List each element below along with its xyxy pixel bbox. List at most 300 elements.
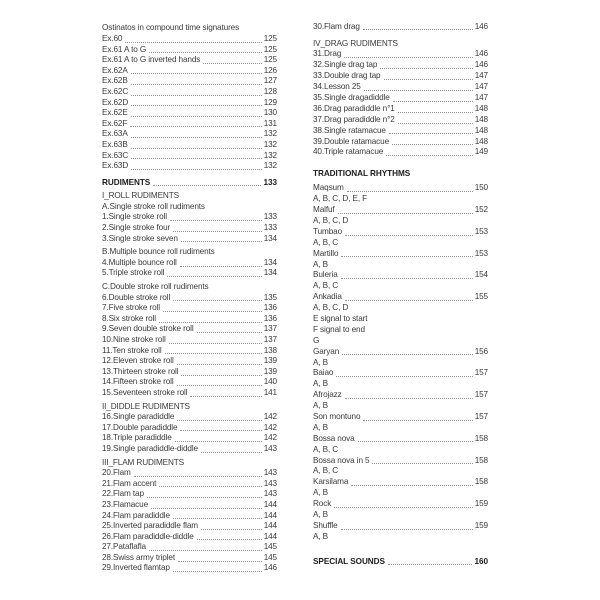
- toc-text-line: [313, 379, 488, 390]
- dot-leader: [130, 126, 261, 127]
- toc-label: 21.Flam accent: [102, 478, 157, 488]
- dot-leader: [131, 148, 262, 149]
- toc-label: 1.Single stroke roll: [102, 212, 167, 222]
- dot-leader: [173, 571, 262, 572]
- toc-label: IV_DRAG RUDIMENTS: [313, 38, 398, 48]
- dot-leader: [177, 385, 262, 386]
- toc-label: 16.Single paradiddle: [102, 412, 175, 422]
- toc-entry: [313, 147, 488, 158]
- toc-entry: [102, 324, 277, 335]
- page-number: 128: [263, 86, 277, 96]
- dot-leader: [384, 79, 473, 80]
- toc-label: I_ROLL RUDIMENTS: [102, 191, 179, 201]
- toc-text-line: [102, 191, 277, 202]
- toc-entry: [313, 291, 488, 302]
- toc-entry: [102, 129, 277, 140]
- toc-text-line: [313, 488, 488, 499]
- dot-leader: [167, 276, 261, 277]
- toc-entry: [102, 422, 277, 433]
- toc-text-line: [102, 202, 277, 213]
- toc-text-line: [313, 281, 488, 292]
- toc-section-title: [102, 177, 277, 188]
- dot-leader: [177, 364, 262, 365]
- toc-label: 13.Thirteen stroke roll: [102, 366, 179, 376]
- dot-leader: [341, 256, 472, 257]
- dot-leader: [338, 213, 473, 214]
- page-number: 144: [263, 499, 277, 509]
- toc-text-line: [313, 531, 488, 542]
- dot-leader: [173, 300, 262, 301]
- dot-leader: [131, 158, 262, 159]
- dot-leader: [131, 169, 262, 170]
- dot-leader: [345, 235, 473, 236]
- page-number: 154: [474, 270, 488, 280]
- toc-label: Ex.62F: [102, 118, 128, 128]
- toc-label: 32.Single drag tap: [313, 60, 378, 70]
- page-number: 146: [474, 60, 488, 70]
- page-number: 144: [263, 510, 277, 520]
- dot-leader: [125, 42, 261, 43]
- page-number: 134: [263, 257, 277, 267]
- dot-leader: [131, 137, 262, 138]
- toc-label: Karsilama: [313, 477, 349, 487]
- page-number: 135: [263, 292, 277, 302]
- toc-label: 18.Triple paradiddle: [102, 433, 172, 443]
- dot-leader: [180, 430, 261, 431]
- page-number: 155: [474, 292, 488, 302]
- dot-leader: [165, 353, 262, 354]
- page-number: 137: [263, 335, 277, 345]
- page-number: 134: [263, 233, 277, 243]
- toc-entry: [313, 103, 488, 114]
- page-number: 132: [263, 139, 277, 149]
- toc-label: TRADITIONAL RHYTHMS: [313, 169, 411, 179]
- page-number: 150: [474, 183, 488, 193]
- toc-entry: [102, 500, 277, 511]
- page-number: 143: [263, 468, 277, 478]
- dot-leader: [134, 476, 262, 477]
- page-number: 146: [474, 21, 488, 31]
- page-number: 137: [263, 324, 277, 334]
- page-number: 146: [474, 49, 488, 59]
- dot-leader: [159, 322, 262, 323]
- page-number: 147: [474, 82, 488, 92]
- dot-leader: [341, 529, 473, 530]
- toc-label: A, B: [313, 379, 328, 389]
- toc-text-line: [102, 401, 277, 412]
- page-number: 130: [263, 108, 277, 118]
- page-number: 158: [474, 455, 488, 465]
- toc-entry: [313, 346, 488, 357]
- toc-entry: [102, 118, 277, 129]
- page-number: 142: [263, 422, 277, 432]
- toc-text-line: [102, 457, 277, 468]
- dot-leader: [151, 508, 262, 509]
- dot-leader: [389, 133, 473, 134]
- toc-entry: [313, 433, 488, 444]
- page-number: 142: [263, 412, 277, 422]
- toc-entry: [102, 521, 277, 532]
- dot-leader: [201, 452, 262, 453]
- toc-label: II_DIDDLE RUDIMENTS: [102, 401, 190, 411]
- page-number: 152: [474, 205, 488, 215]
- toc-label: Ex.62E: [102, 108, 128, 118]
- toc-label: 19.Single paradiddle-diddle: [102, 443, 198, 453]
- toc-entry: [102, 65, 277, 76]
- toc-entry: [102, 510, 277, 521]
- page-number: 141: [263, 387, 277, 397]
- toc-label: Ex.62B: [102, 76, 128, 86]
- dot-leader: [190, 396, 261, 397]
- page-number: 146: [263, 563, 277, 573]
- toc-label: Bossa nova: [313, 433, 355, 443]
- toc-entry: [102, 97, 277, 108]
- toc-label: Ex.61 A to G inverted hands: [102, 55, 201, 65]
- dot-leader: [342, 354, 473, 355]
- toc-label: Shuffle: [313, 520, 338, 530]
- toc-label: A, B: [313, 488, 328, 498]
- toc-entry: [102, 108, 277, 119]
- toc-label: 6.Double stroke roll: [102, 292, 171, 302]
- toc-label: 11.Ten stroke roll: [102, 345, 162, 355]
- toc-entry: [102, 292, 277, 303]
- toc-label: 8.Six stroke roll: [102, 313, 156, 323]
- page-number: 153: [474, 226, 488, 236]
- toc-label: Baiao: [313, 368, 334, 378]
- page-number: 132: [263, 161, 277, 171]
- dot-leader: [380, 68, 472, 69]
- dot-leader: [163, 311, 262, 312]
- toc-label: Ex.61 A to G: [102, 44, 147, 54]
- toc-entry: [313, 60, 488, 71]
- toc-label: SPECIAL SOUNDS: [313, 556, 385, 566]
- dot-leader: [131, 73, 262, 74]
- toc-entry: [102, 531, 277, 542]
- toc-label: 39.Double ratamacue: [313, 136, 390, 146]
- toc-entry: [313, 411, 488, 422]
- dot-leader: [363, 29, 473, 30]
- toc-label: A.Single stroke roll rudiments: [102, 201, 205, 211]
- toc-entry: [102, 76, 277, 87]
- toc-label: G: [313, 335, 320, 345]
- page-number: 139: [263, 356, 277, 366]
- toc-entry: [102, 478, 277, 489]
- toc-label: A, B, C: [313, 237, 339, 247]
- toc-label: 31.Drag: [313, 49, 342, 59]
- page-number: 133: [263, 212, 277, 222]
- toc-text-line: [313, 466, 488, 477]
- toc-entry: [102, 223, 277, 234]
- toc-label: 12.Eleven stroke roll: [102, 356, 174, 366]
- dot-leader: [372, 463, 472, 464]
- dot-leader: [177, 420, 261, 421]
- dot-leader: [169, 343, 262, 344]
- page-number: 139: [263, 366, 277, 376]
- dot-leader: [159, 486, 261, 487]
- toc-entry: [102, 468, 277, 479]
- dot-leader: [347, 191, 473, 192]
- toc-label: 28.Swiss army triplet: [102, 552, 176, 562]
- page-number: 158: [474, 433, 488, 443]
- toc-entry: [313, 92, 488, 103]
- toc-entry: [102, 34, 277, 45]
- toc-label: 24.Flam paradiddle: [102, 510, 170, 520]
- page-number: 125: [263, 44, 277, 54]
- toc-entry: [102, 489, 277, 500]
- dot-leader: [351, 485, 472, 486]
- toc-label: Ex.62A: [102, 65, 128, 75]
- page-number: 149: [474, 147, 488, 157]
- toc-entry: [313, 368, 488, 379]
- dot-leader: [173, 518, 262, 519]
- dot-leader: [175, 441, 262, 442]
- toc-text-line: [313, 400, 488, 411]
- toc-label: F signal to end: [313, 324, 365, 334]
- page-number: 133: [263, 177, 277, 187]
- toc-entry: [102, 233, 277, 244]
- toc-label: Ex.63C: [102, 150, 129, 160]
- toc-entry: [102, 161, 277, 172]
- dot-leader: [181, 375, 261, 376]
- toc-text-line: [313, 215, 488, 226]
- toc-text-line: [313, 237, 488, 248]
- toc-entry: [102, 553, 277, 564]
- toc-label: E signal to start: [313, 313, 368, 323]
- toc-text-line: [313, 38, 488, 49]
- toc-label: Rock: [313, 499, 332, 509]
- toc-section-title: [313, 169, 488, 180]
- toc-label: 36.Drag paradiddle n°1: [313, 103, 395, 113]
- toc-label: 9.Seven double stroke roll: [102, 324, 194, 334]
- toc-entry: [102, 87, 277, 98]
- page-number: 156: [474, 346, 488, 356]
- toc-label: A, B: [313, 259, 328, 269]
- dot-leader: [181, 241, 262, 242]
- toc-label: 5.Triple stroke roll: [102, 268, 165, 278]
- toc-entry: [313, 81, 488, 92]
- toc-entry: [313, 136, 488, 147]
- dot-leader: [131, 95, 262, 96]
- toc-entry: [102, 55, 277, 66]
- toc-text-line: [102, 23, 277, 34]
- toc-label: B.Multiple bounce roll rudiments: [102, 247, 215, 257]
- toc-entry: [102, 542, 277, 553]
- toc-entry: [102, 444, 277, 455]
- page-number: 148: [474, 114, 488, 124]
- toc-text-line: [102, 247, 277, 258]
- page-number: 127: [263, 76, 277, 86]
- toc-entry: [102, 313, 277, 324]
- toc-label: 34.Lesson 25: [313, 82, 361, 92]
- dot-leader: [336, 376, 472, 377]
- toc-label: Ex.63D: [102, 161, 129, 171]
- toc-entry: [313, 114, 488, 125]
- toc-label: A, B: [313, 509, 328, 519]
- toc-label: 25.Inverted paradiddle flam: [102, 521, 198, 531]
- dot-leader: [364, 90, 473, 91]
- toc-label: A, B, C: [313, 444, 339, 454]
- dot-leader: [173, 231, 262, 232]
- toc-entry: [313, 477, 488, 488]
- toc-label: Ankadia: [313, 292, 342, 302]
- dot-leader: [149, 52, 262, 53]
- toc-text-line: [313, 302, 488, 313]
- toc-label: 2.Single stroke four: [102, 223, 171, 233]
- page-number: 138: [263, 345, 277, 355]
- page-number: 131: [263, 118, 277, 128]
- toc-label: Afrojazz: [313, 390, 342, 400]
- toc-entry: [102, 44, 277, 55]
- page-number: 153: [474, 248, 488, 258]
- toc-label: C.Double stroke roll rudiments: [102, 282, 209, 292]
- page-number: 125: [263, 55, 277, 65]
- dot-leader: [180, 266, 262, 267]
- page-number: 147: [474, 93, 488, 103]
- toc-label: Malfuf: [313, 205, 335, 215]
- toc-entry: [313, 520, 488, 531]
- dot-leader: [386, 155, 472, 156]
- page-number: 157: [474, 390, 488, 400]
- dot-leader: [334, 507, 473, 508]
- page-number: 129: [263, 97, 277, 107]
- page-number: 140: [263, 377, 277, 387]
- toc-label: Maqsum: [313, 183, 344, 193]
- page-number: 144: [263, 521, 277, 531]
- dot-leader: [153, 185, 261, 186]
- toc-label: 22.Flam tap: [102, 489, 144, 499]
- toc-label: Tumbao: [313, 226, 343, 236]
- dot-leader: [363, 420, 472, 421]
- toc-label: 29.Inverted flamtap: [102, 563, 170, 573]
- toc-entry: [102, 356, 277, 367]
- page-number: 145: [263, 542, 277, 552]
- page-number: 147: [474, 71, 488, 81]
- toc-label: 40.Triple ratamacue: [313, 147, 384, 157]
- toc-label: 27.Pataflafla: [102, 542, 146, 552]
- toc-label: A, B, C, D: [313, 303, 349, 313]
- page-number: 133: [263, 223, 277, 233]
- toc-label: A, B: [313, 531, 328, 541]
- toc-entry: [313, 270, 488, 281]
- dot-leader: [388, 564, 473, 565]
- toc-label: 35.Single dragadiddle: [313, 93, 390, 103]
- toc-entry: [313, 390, 488, 401]
- toc-text-line: [313, 324, 488, 335]
- toc-entry: [102, 335, 277, 346]
- toc-entry: [313, 226, 488, 237]
- toc-entry: [102, 345, 277, 356]
- toc-text-line: [313, 193, 488, 204]
- page-number: 157: [474, 368, 488, 378]
- dot-leader: [344, 57, 472, 58]
- toc-text-line: [313, 335, 488, 346]
- toc-label: 30.Flam drag: [313, 21, 360, 31]
- toc-entry: [102, 150, 277, 161]
- toc-label: A, B, C: [313, 281, 339, 291]
- page-number: 148: [474, 125, 488, 135]
- toc-label: A, B: [313, 422, 328, 432]
- toc-label: 37.Drag paradiddle n°2: [313, 114, 395, 124]
- toc-text-line: [313, 509, 488, 520]
- dot-leader: [392, 144, 473, 145]
- dot-leader: [341, 278, 473, 279]
- page-number: 132: [263, 150, 277, 160]
- dot-leader: [398, 112, 473, 113]
- toc-label: 26.Flam paradiddle-diddle: [102, 531, 194, 541]
- toc-text-line: [102, 282, 277, 293]
- toc-label: Ostinatos in compound time signatures: [102, 23, 240, 33]
- toc-entry: [102, 257, 277, 268]
- dot-leader: [149, 550, 262, 551]
- page-number: 125: [263, 33, 277, 43]
- dot-leader: [178, 561, 262, 562]
- toc-column-left: [102, 23, 277, 574]
- dot-leader: [131, 116, 262, 117]
- page-number: 148: [474, 136, 488, 146]
- page-number: 158: [474, 477, 488, 487]
- toc-text-line: [313, 357, 488, 368]
- toc-label: A, B, C, D, E, F: [313, 194, 368, 204]
- toc-label: 3.Single stroke seven: [102, 233, 178, 243]
- dot-leader: [345, 398, 473, 399]
- toc-label: A, B, C, D: [313, 215, 349, 225]
- toc-entry: [313, 183, 488, 194]
- toc-label: Ex.60: [102, 33, 123, 43]
- toc-label: 20.Flam: [102, 468, 131, 478]
- toc-column-right: [313, 21, 488, 567]
- page-number: 159: [474, 520, 488, 530]
- toc-label: Son montuno: [313, 411, 361, 421]
- toc-label: A, B: [313, 357, 328, 367]
- page-number: 143: [263, 489, 277, 499]
- toc-label: Ex.63B: [102, 139, 128, 149]
- toc-entry: [102, 366, 277, 377]
- dot-leader: [147, 497, 262, 498]
- toc-text-line: [313, 259, 488, 270]
- toc-entry: [313, 498, 488, 509]
- toc-entry: [313, 125, 488, 136]
- toc-text-line: [313, 422, 488, 433]
- toc-label: Martillo: [313, 248, 339, 258]
- toc-entry: [313, 455, 488, 466]
- dot-leader: [170, 220, 262, 221]
- page-number: 159: [474, 499, 488, 509]
- page-number: 142: [263, 433, 277, 443]
- toc-label: Ex.63A: [102, 129, 128, 139]
- toc-label: Bossa nova in 5: [313, 455, 370, 465]
- dot-leader: [398, 123, 473, 124]
- toc-label: Ex.62C: [102, 86, 129, 96]
- toc-label: 4.Multiple bounce roll: [102, 257, 177, 267]
- page-number: 148: [474, 103, 488, 113]
- toc-label: 17.Double paradiddle: [102, 422, 178, 432]
- dot-leader: [197, 332, 262, 333]
- toc-entry: [102, 268, 277, 279]
- toc-text-line: [313, 313, 488, 324]
- toc-label: Garyan: [313, 346, 340, 356]
- toc-label: Ex.62D: [102, 97, 129, 107]
- page-number: 143: [263, 478, 277, 488]
- dot-leader: [131, 84, 262, 85]
- toc-entry: [102, 377, 277, 388]
- toc-label: III_FLAM RUDIMENTS: [102, 457, 184, 467]
- toc-label: 7.Five stroke roll: [102, 303, 160, 313]
- toc-entry: [102, 388, 277, 399]
- dot-leader: [345, 300, 473, 301]
- toc-label: A, B: [313, 401, 328, 411]
- toc-entry: [313, 49, 488, 60]
- page-number: 145: [263, 552, 277, 562]
